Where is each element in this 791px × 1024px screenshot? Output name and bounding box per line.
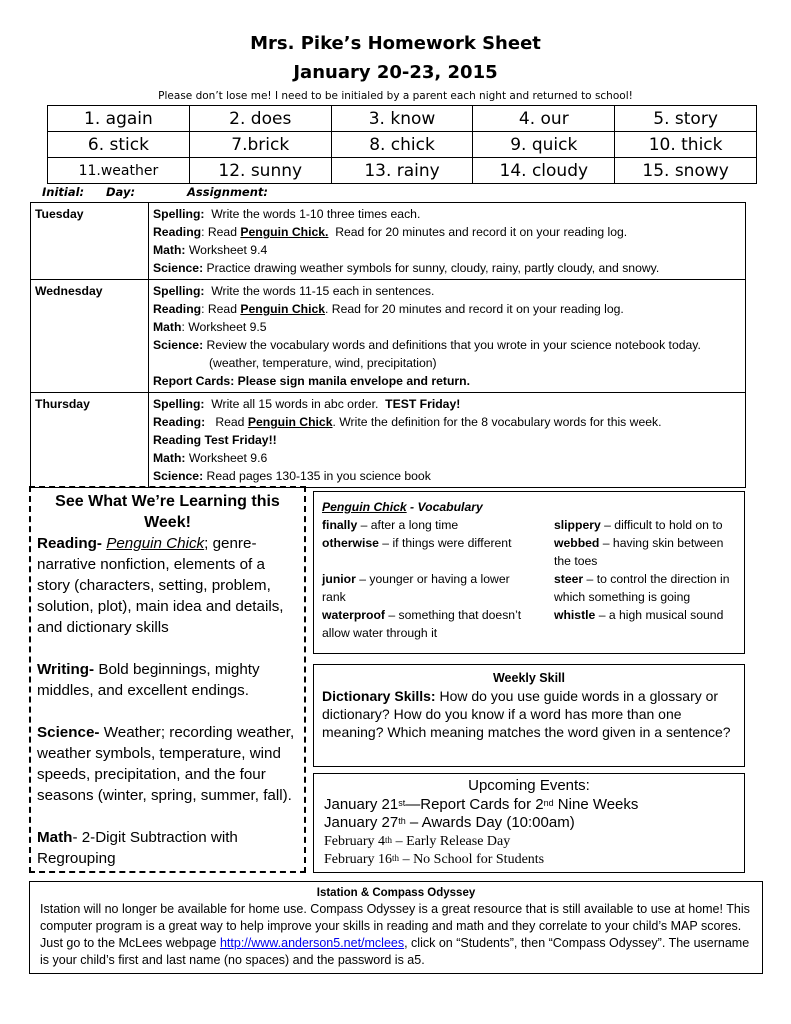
assignment-text: Write the words 11-15 each in sentences.	[211, 284, 435, 298]
assignment-text: Practice drawing weather symbols for sunny, cloudy, rainy, partly cloudy, and snowy.	[206, 261, 660, 275]
list-item: February 16th – No School for Students	[324, 852, 545, 867]
book-title: Penguin Chick	[106, 535, 205, 552]
list-item: webbed – having skin between the toes	[554, 536, 724, 568]
subject-label: Writing-	[37, 661, 95, 678]
test-note: Reading Test Friday!!	[153, 433, 277, 447]
vocabulary-box	[313, 491, 745, 654]
list-item: January 21st—Report Cards for 2nd Nine Weeks	[324, 795, 639, 813]
learning-heading: See What We’re Learning this Week!	[55, 493, 280, 531]
subject-label: Science:	[153, 469, 204, 483]
subject-label: Math:	[153, 243, 186, 257]
odyssey-box	[29, 881, 763, 974]
table-row	[48, 106, 757, 132]
assignment-cell	[149, 393, 746, 488]
vocabulary-left-column	[322, 516, 532, 642]
subject-label: Science:	[153, 338, 204, 352]
book-title: Penguin Chick	[240, 302, 326, 316]
day-label: Thursday	[31, 393, 149, 488]
subject-label: Reading	[153, 225, 202, 239]
list-item: waterproof – something that doesn’t allow water through it	[322, 608, 522, 640]
weekly-skill-heading: Weekly Skill	[492, 671, 566, 685]
weekly-skill-text: Dictionary Skills: How do you use guide words in a glossary or dictionary? How do you know if a word has more than one meaning? Which meaning matches the word given in a sentence?	[322, 688, 731, 740]
subject-label: Spelling:	[153, 284, 205, 298]
assignment-text: : Read	[201, 302, 241, 316]
subject-label: Math	[37, 829, 73, 846]
spelling-word: 8. chick	[331, 132, 473, 158]
spelling-word: 15. snowy	[615, 158, 757, 184]
assignment-text: Read pages 130-135 in you science book	[206, 469, 431, 483]
assignment-text: (weather, temperature, wind, precipitation)	[209, 356, 437, 370]
spelling-word: 6. stick	[48, 132, 190, 158]
assignment-text: . Write the definition for the 8 vocabulary words for this week.	[332, 415, 662, 429]
spelling-word: 9. quick	[473, 132, 615, 158]
spelling-words-table	[47, 105, 757, 184]
table-row	[31, 280, 746, 393]
learning-text: ; genre- narrative nonfiction, elements of a story (characters, setting, problem, solution, plot), main idea and details, and dictionary skills	[37, 535, 284, 636]
odyssey-text: Istation will no longer be available for home use. Compass Odyssey is a great resource that is still available to use at home! This computer program is a great way to help improve your skills in reading and math and they correlate to your child’s MAP scores. Just go to the McLees webpage http://www.anderson5.net/mclees, click on “Students”, then “Compass Odyssey”. The username is your child’s first and last name (no spaces) and the password is a5.	[40, 902, 750, 967]
spelling-word: 2. does	[189, 106, 331, 132]
weekly-skill-box	[313, 664, 745, 767]
assignment-text: Read for 20 minutes and record it on your reading log.	[335, 225, 628, 239]
subject-label: Spelling:	[153, 397, 205, 411]
assignment-text: Review the vocabulary words and definitions that you wrote in your science notebook today.	[206, 338, 701, 352]
learning-box	[29, 486, 306, 873]
page-dates: January 20-23, 2015	[293, 62, 498, 83]
list-item: steer – to control the direction in which something is going	[554, 572, 730, 604]
list-item: slippery – difficult to hold on to	[554, 518, 723, 532]
book-title: Penguin Chick	[322, 500, 407, 514]
subject-label: Science:	[153, 261, 204, 275]
parent-note: Please don’t lose me! I need to be initialed by a parent each night and returned to school!	[158, 90, 633, 102]
assignment-cell	[149, 280, 746, 393]
book-title: Penguin Chick	[247, 415, 333, 429]
report-card-note: Report Cards: Please sign manila envelope and return.	[153, 374, 470, 388]
subject-label: Spelling:	[153, 207, 205, 221]
test-note: TEST Friday!	[385, 397, 461, 411]
subject-label: Math:	[153, 451, 186, 465]
assignment-text: : Worksheet 9.5	[181, 320, 267, 334]
assignment-text: Write the words 1-10 three times each.	[211, 207, 421, 221]
book-title: Penguin Chick.	[240, 225, 329, 239]
subject-label: Reading:	[153, 415, 206, 429]
column-header-day: Day:	[106, 185, 136, 199]
spelling-word: 14. cloudy	[473, 158, 615, 184]
spelling-word: 4. our	[473, 106, 615, 132]
assignment-table	[30, 202, 746, 488]
subject-label: Math	[153, 320, 182, 334]
assignment-text: . Read for 20 minutes and record it on your reading log.	[325, 302, 624, 316]
events-heading: Upcoming Events:	[468, 777, 590, 794]
spelling-word: 13. rainy	[331, 158, 473, 184]
list-item: junior – younger or having a lower rank	[322, 572, 510, 604]
subject-label: Science-	[37, 724, 100, 741]
spelling-word: 12. sunny	[189, 158, 331, 184]
column-header-assignment: Assignment:	[187, 185, 269, 199]
mclees-webpage-link[interactable]: http://www.anderson5.net/mclees	[219, 936, 405, 950]
vocabulary-heading	[322, 498, 483, 516]
day-label: Tuesday	[31, 203, 149, 280]
list-item: finally – after a long time	[322, 518, 459, 532]
upcoming-events-box	[313, 773, 745, 873]
spelling-word: 1. again	[48, 106, 190, 132]
assignment-text: Read	[215, 415, 248, 429]
learning-text: Bold beginnings, mighty middles, and excellent endings.	[37, 661, 260, 699]
vocabulary-right-column	[554, 516, 740, 624]
table-row	[31, 393, 746, 488]
list-item: whistle – a high musical sound	[554, 608, 724, 622]
spelling-word: 3. know	[331, 106, 473, 132]
table-row	[48, 158, 757, 184]
spelling-word: 11.weather	[48, 158, 190, 184]
page-title: Mrs. Pike’s Homework Sheet	[250, 33, 541, 54]
column-header-initial: Initial:	[42, 185, 85, 199]
assignment-text: Worksheet 9.6	[188, 451, 268, 465]
list-item: January 27th – Awards Day (10:00am)	[324, 814, 575, 831]
list-item: February 4th – Early Release Day	[324, 833, 511, 849]
odyssey-heading: Istation & Compass Odyssey	[316, 887, 476, 899]
subject-label: Reading-	[37, 535, 102, 552]
table-row	[31, 203, 746, 280]
spelling-word: 10. thick	[615, 132, 757, 158]
subject-label: Reading	[153, 302, 202, 316]
assignment-text: : Read	[201, 225, 241, 239]
assignment-text: Worksheet 9.4	[188, 243, 268, 257]
learning-text: Weather; recording weather, weather symbols, temperature, wind speeds, precipitation, and the four seasons (winter, spring, summer, fall).	[37, 724, 295, 804]
spelling-word: 5. story	[615, 106, 757, 132]
assignment-text: Write all 15 words in abc order.	[211, 397, 379, 411]
spelling-word: 7.brick	[189, 132, 331, 158]
assignment-cell	[149, 203, 746, 280]
list-item: otherwise – if things were different	[322, 536, 512, 550]
learning-text: - 2-Digit Subtraction with Regrouping	[37, 829, 238, 867]
vocabulary-heading-suffix: - Vocabulary	[406, 500, 483, 514]
table-row	[48, 132, 757, 158]
day-label: Wednesday	[31, 280, 149, 393]
